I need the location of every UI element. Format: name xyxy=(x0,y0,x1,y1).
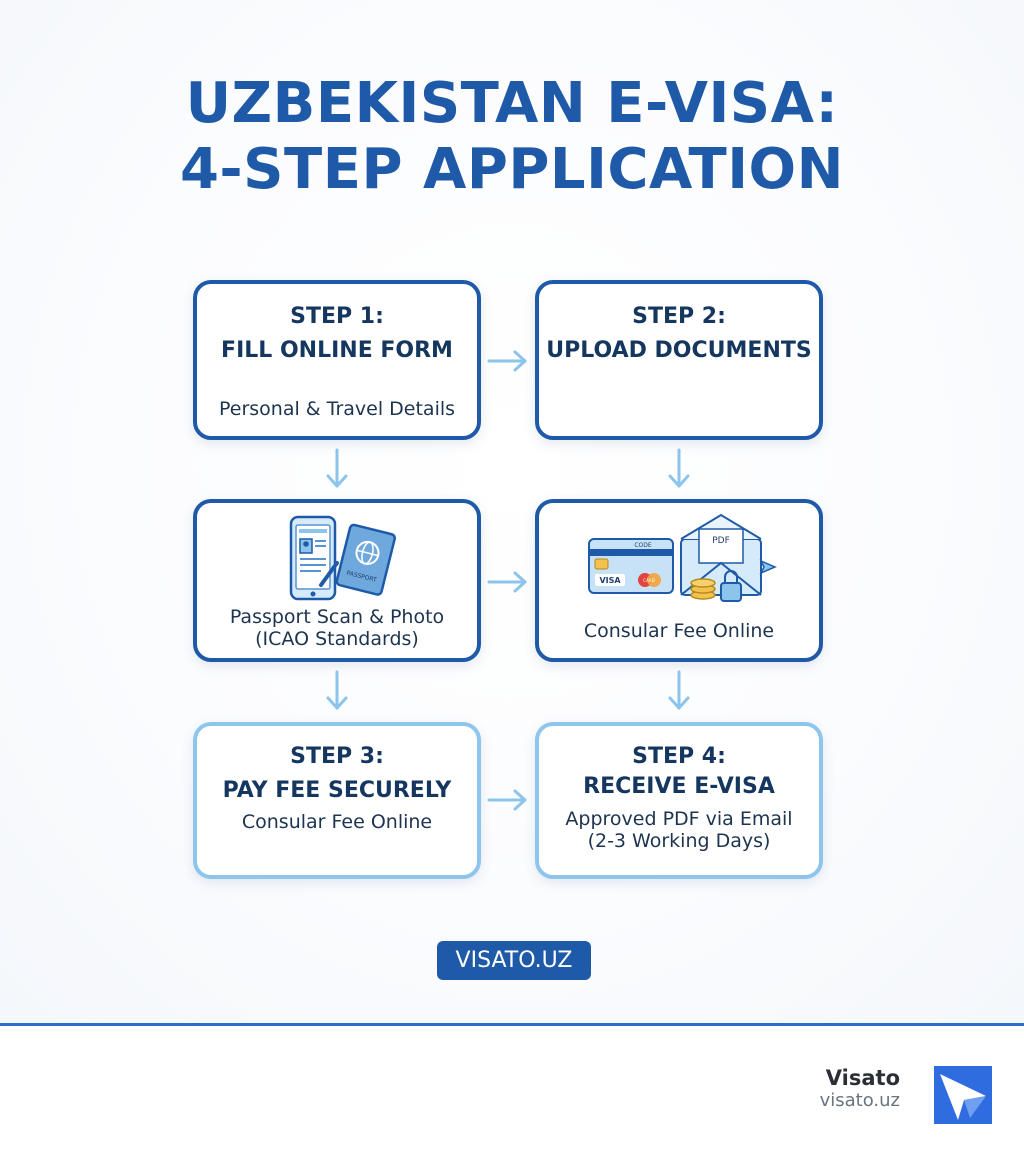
card-code-text: CODE xyxy=(634,542,652,549)
step-1-label: STEP 1: xyxy=(290,304,384,329)
phone-passport-icon xyxy=(287,515,399,607)
fee-box xyxy=(535,499,823,662)
arrow-right-icon xyxy=(487,787,529,813)
passport-detail-line-1: Passport Scan & Photo xyxy=(229,606,445,628)
title-line-1: UZBEKISTAN E-VISA: xyxy=(185,71,839,136)
arrow-down-icon xyxy=(324,448,350,490)
card-envelope-icon xyxy=(585,511,781,613)
passport-cover-text: PASSPORT xyxy=(345,569,378,584)
brand-url[interactable]: visato.uz xyxy=(819,1090,900,1111)
card-brand-text: VISA xyxy=(599,576,621,585)
arrow-down-icon xyxy=(324,670,350,712)
envelope-pdf-text: PDF xyxy=(712,536,730,546)
step-2-heading: UPLOAD DOCUMENTS xyxy=(546,338,812,363)
arrow-down-icon xyxy=(666,448,692,490)
fee-detail: Consular Fee Online xyxy=(583,620,775,642)
title-line-2: 4-STEP APPLICATION xyxy=(179,137,845,202)
step-3-heading: PAY FEE SECURELY xyxy=(222,778,452,803)
step-2-label: STEP 2: xyxy=(632,304,726,329)
step-4-box xyxy=(535,722,823,879)
step-4-label: STEP 4: xyxy=(632,744,726,769)
brand-name: Visato xyxy=(825,1066,900,1090)
site-badge[interactable]: VISATO.UZ xyxy=(437,941,591,980)
passport-detail-line-2: (ICAO Standards) xyxy=(255,628,419,650)
arrow-right-icon xyxy=(487,348,529,374)
step-4-detail-line-2: (2-3 Working Days) xyxy=(587,830,771,852)
step-1-heading: FILL ONLINE FORM xyxy=(221,338,453,363)
arrow-down-icon xyxy=(666,670,692,712)
passport-box xyxy=(193,499,481,662)
card-brand2-text: CARD xyxy=(643,578,655,583)
step-3-label: STEP 3: xyxy=(290,744,384,769)
step-2-box xyxy=(535,280,823,440)
step-3-box xyxy=(193,722,481,879)
step-3-detail: Consular Fee Online xyxy=(241,811,433,833)
visato-logo-icon xyxy=(934,1066,992,1124)
footer-divider xyxy=(0,1023,1024,1026)
step-1-box xyxy=(193,280,481,440)
step-1-detail: Personal & Travel Details xyxy=(218,398,456,420)
step-4-heading: RECEIVE E-VISA xyxy=(583,774,775,799)
arrow-right-icon xyxy=(487,569,529,595)
step-4-detail-line-1: Approved PDF via Email xyxy=(565,808,793,830)
